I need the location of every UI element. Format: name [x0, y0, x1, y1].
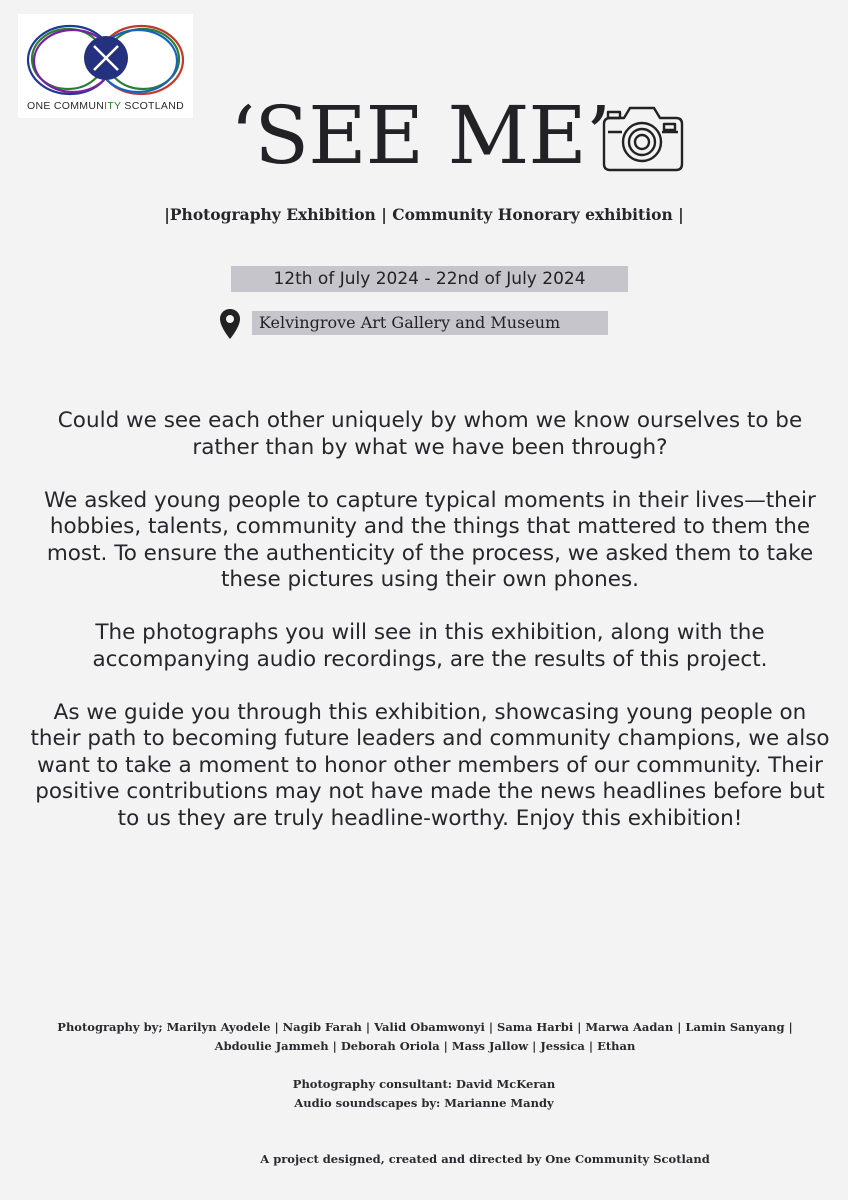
venue-label: Kelvingrove Art Gallery and Museum	[252, 311, 608, 335]
logo-text: ONE COMMUNITY SCOTLAND	[27, 100, 184, 112]
location-pin-icon	[219, 308, 241, 340]
consultant-credits	[0, 1075, 848, 1113]
photography-credits: Photography by; Marilyn Ayodele | Nagib Farah | Valid Obamwonyi | Sama Harbi | Marwa Aadan | Lamin Sanyang | Abdoulie Jammeh | Deborah Oriola | Mass Jallow | Jessica | Ethan	[57, 1020, 793, 1053]
infinity-logo-icon	[18, 14, 193, 104]
exhibition-description	[30, 408, 830, 859]
description-paragraph-1: Could we see each other uniquely by whom we know ourselves to be rather than by what we have been through?	[57, 408, 803, 460]
camera-icon	[598, 102, 686, 174]
description-paragraph-2: We asked young people to capture typical moments in their lives—their hobbies, talents, community and the things that mattered to them the most. To ensure the authenticity of the process, we asked them to take these pictures using their own phones.	[44, 487, 816, 592]
audio-credit: Audio soundscapes by: Marianne Mandy	[294, 1096, 554, 1110]
exhibition-dates: 12th of July 2024 - 22nd of July 2024	[231, 266, 628, 292]
photography-consultant: Photography consultant: David McKeran	[292, 1077, 556, 1091]
description-paragraph-3: The photographs you will see in this exhibition, along with the accompanying audio recordings, are the results of this project.	[92, 620, 768, 672]
page-title: ‘SEE ME’	[230, 89, 611, 182]
description-paragraph-4: As we guide you through this exhibition, showcasing young people on their path to becoming future leaders and community champions, we also want to take a moment to honor other members of our community. Their positive contributions may not have made the news headlines before but to us they are truly headline-worthy. Enjoy this exhibition!	[30, 699, 830, 831]
organization-logo	[18, 14, 193, 118]
footer-credit: A project designed, created and directed by One Community Scotland	[260, 1152, 710, 1166]
exhibition-subtitle: |Photography Exhibition | Community Honorary exhibition |	[164, 205, 684, 224]
